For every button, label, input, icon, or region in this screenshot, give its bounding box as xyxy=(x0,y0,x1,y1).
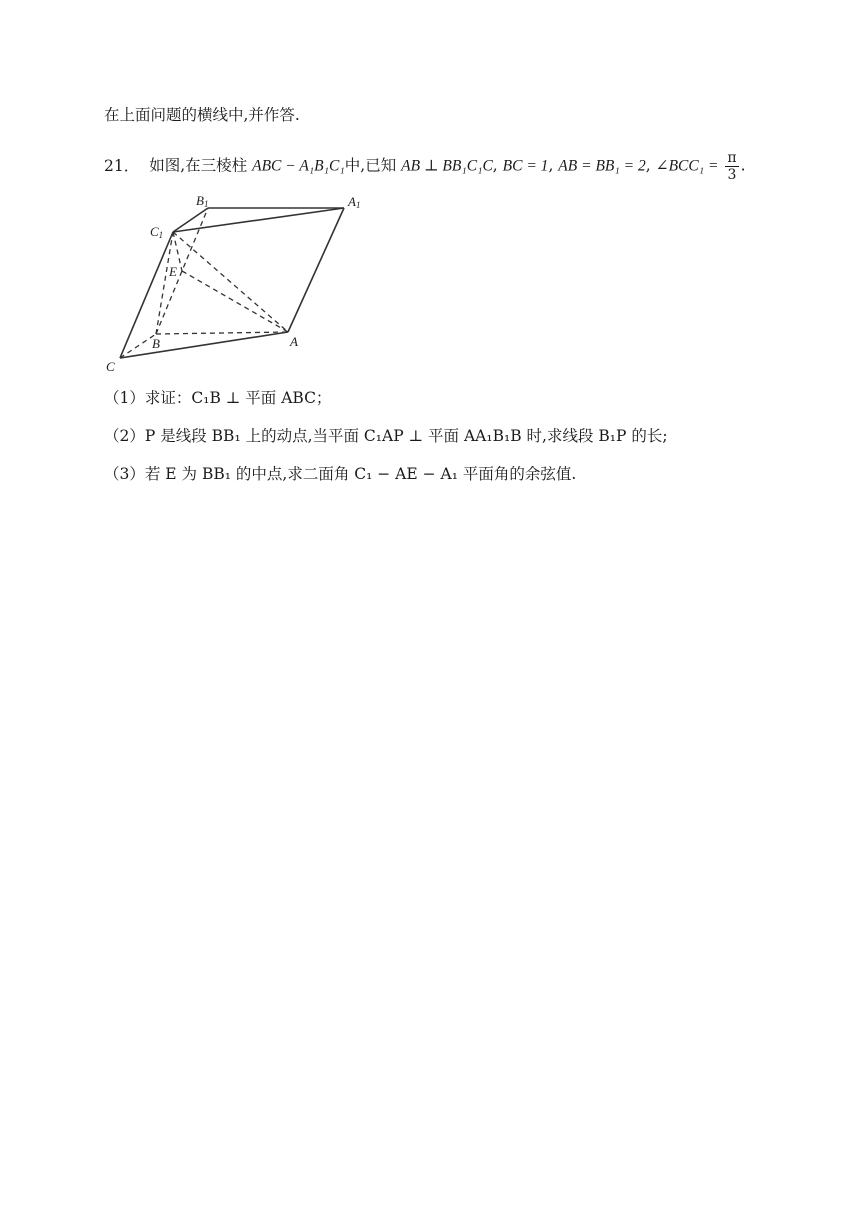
condition-angle: ∠BCC₁ = xyxy=(655,157,719,175)
part-1-text: 求证：C₁B ⊥ 平面 ABC； xyxy=(144,389,332,407)
condition-ab-bb1: AB = BB₁ = 2 xyxy=(558,157,646,175)
edge-b-a xyxy=(156,332,288,334)
label-c: C xyxy=(106,359,115,374)
problem-number: 21． xyxy=(104,156,140,175)
label-e: E xyxy=(169,264,177,279)
edge-b-c1 xyxy=(156,232,173,334)
edge-c1-a1 xyxy=(173,208,344,232)
fraction-denominator: 3 xyxy=(727,167,737,183)
condition-bc: BC = 1 xyxy=(502,157,549,175)
label-a: A xyxy=(290,334,298,349)
prism-name: ABC − A₁B₁C₁ xyxy=(252,157,345,175)
problem-statement: 21． 如图,在三棱柱 ABC − A₁B₁C₁中,已知 AB ⊥ BB₁C₁C, BC = 1, AB = BB₁ = 2, ∠BCC₁ = $\frac{\pi}{3}$ . xyxy=(104,150,746,183)
part-2 xyxy=(104,426,668,446)
edge-c1-a xyxy=(173,232,288,332)
edge-a1-a xyxy=(288,208,344,332)
part-2-text: P 是线段 BB₁ 上的动点,当平面 C₁AP ⊥ 平面 AA₁B₁B 时,求线段 B₁P 的长; xyxy=(144,427,668,445)
part-3-text: 若 E 为 BB₁ 的中点,求二面角 C₁ − AE − A₁ 平面角的余弦值. xyxy=(144,465,577,483)
part-2-label: （2） xyxy=(104,427,145,445)
part-1 xyxy=(104,388,331,408)
problem-text-prefix: 如图,在三棱柱 xyxy=(149,156,248,175)
edge-e-a xyxy=(182,271,288,332)
condition-perpendicular: AB ⊥ BB₁C₁C xyxy=(401,157,493,175)
intro-text: 在上面问题的横线中,并作答. xyxy=(104,106,300,124)
edge-c-a xyxy=(120,332,288,358)
label-a1: A1 xyxy=(348,194,361,210)
fraction-pi-over-3 xyxy=(725,150,738,183)
label-b1: B1 xyxy=(196,193,209,209)
problem-text-mid: 中,已知 xyxy=(344,156,397,175)
prism-figure xyxy=(100,188,380,378)
edge-c-c1 xyxy=(120,232,173,358)
fraction-numerator: π xyxy=(727,150,737,166)
label-c1: C1 xyxy=(150,224,164,240)
part-1-label: （1） xyxy=(104,389,145,407)
part-3 xyxy=(104,464,576,484)
label-b: B xyxy=(152,336,160,351)
part-3-label: （3） xyxy=(104,465,145,483)
